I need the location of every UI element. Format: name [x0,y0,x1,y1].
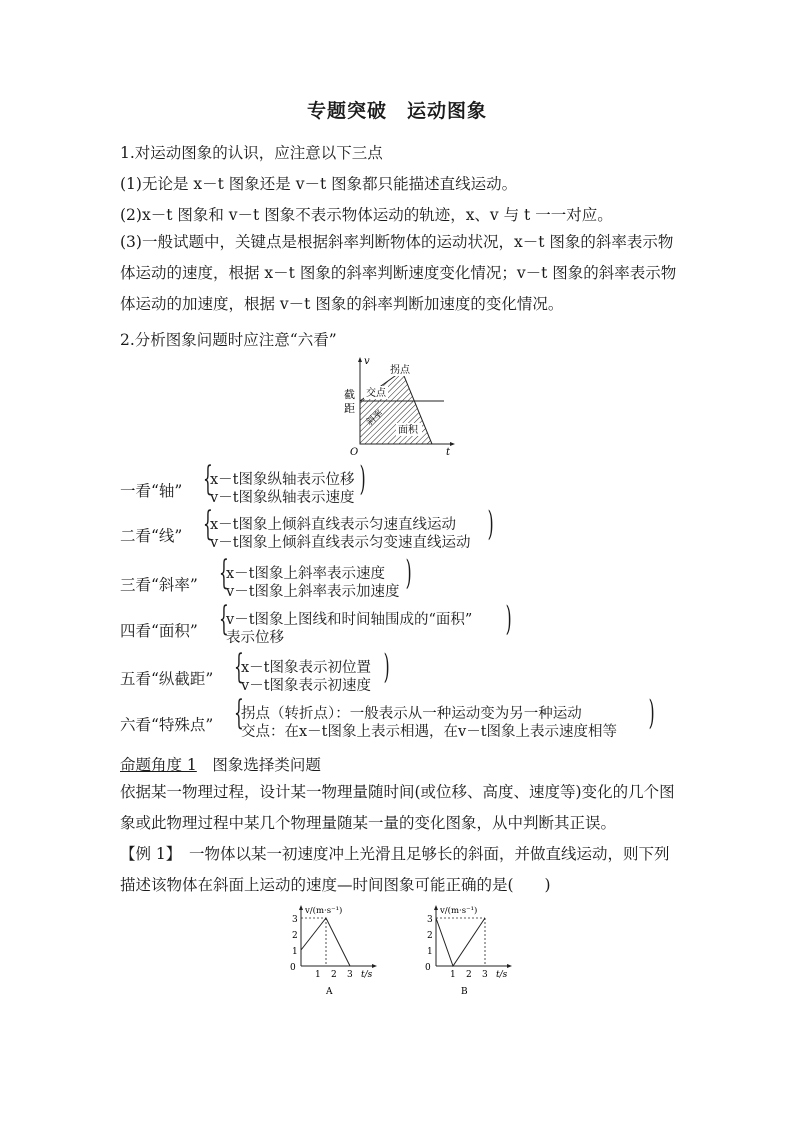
look-slope-row-1: x－t图象上斜率表示速度 [226,566,386,582]
axis-t-label: t [446,447,451,458]
graph-a-origin: 0 [290,963,296,973]
section1-heading: 1.对运动图象的认识，应注意以下三点 [120,144,383,162]
graph-b-xtick-1: 1 [450,970,456,980]
graph-a-ytick-3: 3 [292,915,298,925]
graph-b-origin: 0 [425,963,431,973]
look-area-row-1: v－t图象上图线和时间轴围成的“面积” [226,612,473,628]
angle-heading-text: 图象选择类问题 [212,756,321,774]
section2-heading: 2.分析图象问题时应注意“六看” [120,331,337,349]
look-line-row-1: x－t图象上倾斜直线表示匀速直线运动 [210,517,457,533]
graph-b-ylabel: v/(m·s⁻¹) [440,906,478,916]
intercept-label-1: 截 [344,388,355,401]
angle-heading [120,753,321,775]
graph-a-caption: A [326,987,333,997]
graph-b-ytick-3: 3 [427,915,433,925]
look-slope-label: 三看“斜率” [120,576,198,594]
graph-a-xtick-1: 1 [315,970,321,980]
slope-label: 斜率 [365,408,386,428]
look-axis-label: 一看“轴” [120,482,183,500]
look-slope-row-2: v－t图象上斜率表示加速度 [226,584,400,600]
graph-a-xtick-2: 2 [331,970,337,980]
document-page: 专题突破 运动图象 1.对运动图象的认识，应注意以下三点 (1)无论是 x－t 图象还是 v－t 图象都只能描述直线运动。 (2)x－t 图象和 v－t 图象不表示物体运动的轨迹，x、v 与 t 一一对应。 (3)一般试题中，关键点是根据斜率判断物体的运动状况，x－t 图象的斜率表示物体运动的速度，根据 x－t 图象的斜率判断速度变化情况；v－t 图象的斜率表示物体运动的加速度，根据 v－t 图象的斜率判断加速度的变化情况。 2.分析图象问题时应注意“六看” v t O 拐点 交点 截 距 斜率 面积 一看“轴” { x－t图象纵轴表示位移 v－t图象纵轴表示速度 ) 二看“线” { x－t图象上倾斜直线表示匀速直线运动 v－t图象上倾斜直线表示匀变速直线运动 ) 三看“斜率” { x－t图象上斜率表示速度 v－t图象上斜率表示加速度 ) 四看“面积” { v－t图象上图线和时间轴围成的“面积” 表示位移 ) 五看“纵截距” { x－t图象表示初位置 v－t图象表示初速度 ) 六看“特殊点” { 拐点（转折点）：一般表示从一种运动变为另一种运动 交点：在x－t图象上表示相遇，在v－t图象上表示速度相等 ) 命题角度 1 图象选择类问题 依据某一物理过程，设计某一物理量随时间(或位移、高度、速度等)变化的几个图象或此物理过程中某几个物理量随某一量的变化图象，从中判断其正误。 【例 1】 一物体以某一初速度冲上光滑且足够长的斜面，并做直线运动，则下列描述该物体在斜面上运动的速度—时间图象可能正确的是( ) 3 2 1 0 1 2 3 v/(m·s⁻¹) t/s A 3 2 1 0 1 2 3 v/(m·s⁻¹) t/s B [0,0,794,1123]
look-axis-row-2: v－t图象纵轴表示速度 [210,490,355,506]
graph-b [421,902,521,998]
look-line-row-2: v－t图象上倾斜直线表示匀变速直线运动 [210,535,471,551]
area-label: 面积 [398,425,418,436]
graph-a-xtick-3: 3 [347,970,353,980]
look-area-label: 四看“面积” [120,622,198,640]
graph-b-xtick-2: 2 [466,970,472,980]
look-intercept-row-1: x－t图象表示初位置 [241,660,372,676]
graph-b-ytick-2: 2 [427,931,433,941]
graph-a-ylabel: v/(m·s⁻¹) [305,906,343,916]
look-special-row-1: 拐点（转折点）：一般表示从一种运动变为另一种运动 [241,706,582,722]
page-title: 专题突破 运动图象 [306,100,487,122]
look-intercept-label: 五看“纵截距” [120,670,214,688]
graph-a [286,902,386,998]
example-text: 一物体以某一初速度冲上光滑且足够长的斜面，并做直线运动，则下列描述该物体在斜面上运动的速度—时间图象可能正确的是( ) [120,845,670,894]
look-line-label: 二看“线” [120,527,183,545]
look-area-row-2: 表示位移 [226,630,284,646]
section1-point-3: (3)一般试题中，关键点是根据斜率判断物体的运动状况，x－t 图象的斜率表示物体运动的速度，根据 x－t 图象的斜率判断速度变化情况；v－t 图象的斜率表示物体运动的加速度，根据 v－t 图象的斜率判断加速度的变化情况。 [120,233,677,313]
graph-b-xlabel: t/s [496,970,508,980]
origin-label: O [350,447,359,458]
graph-b-caption: B [461,987,468,997]
graph-a-line [301,918,350,966]
example-tag: 【例 1】 [120,845,174,863]
graph-b-xtick-3: 3 [482,970,488,980]
section1-point-1: (1)无论是 x－t 图象还是 v－t 图象都只能描述直线运动。 [120,175,518,193]
look-special-row-2: 交点：在x－t图象上表示相遇，在v－t图象上表示速度相等 [241,724,618,740]
intercept-label-2: 距 [344,402,355,415]
graph-a-ytick-2: 2 [292,931,298,941]
look-intercept-row-2: v－t图象表示初速度 [241,678,372,694]
angle-body: 依据某一物理过程，设计某一物理量随时间(或位移、高度、速度等)变化的几个图象或此物理过程中某几个物理量随某一量的变化图象，从中判断其正误。 [120,783,675,832]
angle-heading-tag: 命题角度 1 [120,756,197,774]
look-special-label: 六看“特殊点” [120,716,214,734]
look-axis-row-1: x－t图象纵轴表示位移 [210,472,355,488]
six-looks-diagram [330,354,460,460]
section1-point-2: (2)x－t 图象和 v－t 图象不表示物体运动的轨迹，x、v 与 t 一一对应。 [120,206,613,224]
graph-b-line [436,918,485,966]
graph-a-xlabel: t/s [361,970,373,980]
turn-point-label: 拐点 [390,365,410,376]
cross-point-label: 交点 [366,388,386,399]
example-1 [120,839,680,901]
graph-a-ytick-1: 1 [292,947,298,957]
axis-v-label: v [364,356,370,367]
graph-b-ytick-1: 1 [427,947,433,957]
